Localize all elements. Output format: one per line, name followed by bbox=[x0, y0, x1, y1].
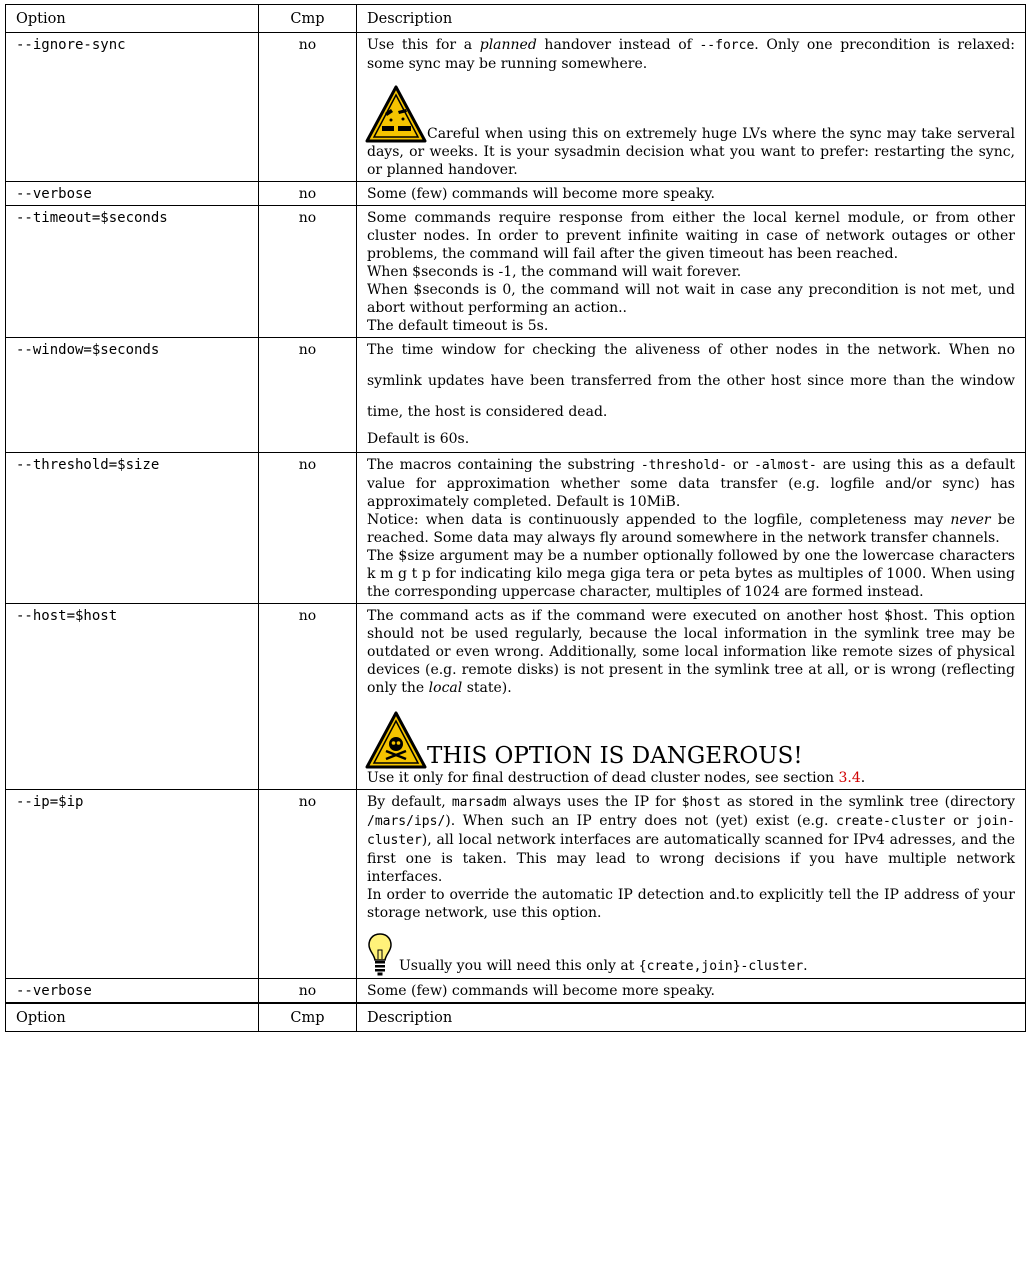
description: The time window for checking the aliveness of other nodes in the network. When no symlink updates have been transferred from the other host since more than the window time, the host is considered dead. Default is 60s. bbox=[357, 338, 1026, 453]
footer-option: Option bbox=[6, 1003, 259, 1032]
table-row bbox=[6, 979, 1026, 1004]
section-link[interactable]: 3.4 bbox=[838, 770, 861, 786]
footer-description: Description bbox=[357, 1003, 1026, 1032]
corrosive-warning-icon bbox=[365, 85, 427, 143]
hint-note: Usually you will need this only at {create,join}-cluster. bbox=[367, 926, 1015, 976]
description: Some (few) commands will become more speaky. bbox=[357, 182, 1026, 206]
description: Some (few) commands will become more speaky. bbox=[357, 979, 1026, 1004]
table-footer-row bbox=[6, 1003, 1026, 1032]
option-name: --timeout=$seconds bbox=[6, 206, 259, 338]
option-name: --verbose bbox=[6, 182, 259, 206]
table-row bbox=[6, 790, 1026, 979]
cmp-value: no bbox=[259, 206, 357, 338]
footer-cmp: Cmp bbox=[259, 1003, 357, 1032]
table-row bbox=[6, 604, 1026, 790]
options-table bbox=[5, 4, 1026, 1032]
table-row bbox=[6, 453, 1026, 604]
cmp-value: no bbox=[259, 453, 357, 604]
option-name: --threshold=$size bbox=[6, 453, 259, 604]
table-row bbox=[6, 33, 1026, 182]
skull-warning-icon bbox=[365, 711, 427, 769]
table-row bbox=[6, 338, 1026, 453]
option-name: --ip=$ip bbox=[6, 790, 259, 979]
option-name: --verbose bbox=[6, 979, 259, 1004]
header-description: Description bbox=[357, 5, 1026, 33]
cmp-value: no bbox=[259, 338, 357, 453]
lightbulb-icon bbox=[367, 932, 393, 976]
description: Some commands require response from either the local kernel module, or from other cluster nodes. In order to prevent infinite waiting in case of network outages or other problems, the command will fail after the given timeout has been reached. When $seconds is -1, the command will wait forever. When $seconds is 0, the command will not wait in case any precondition is not met, und abort without performing an action.. The default timeout is 5s. bbox=[357, 206, 1026, 338]
cmp-value: no bbox=[259, 604, 357, 790]
option-name: --host=$host bbox=[6, 604, 259, 790]
table-row bbox=[6, 206, 1026, 338]
table-row bbox=[6, 182, 1026, 206]
header-option: Option bbox=[6, 5, 259, 33]
header-cmp: Cmp bbox=[259, 5, 357, 33]
cmp-value: no bbox=[259, 979, 357, 1004]
option-name: --window=$seconds bbox=[6, 338, 259, 453]
cmp-value: no bbox=[259, 33, 357, 182]
warning-note: Careful when using this on extremely huge LVs where the sync may take serveral days, or weeks. It is your sysadmin decision what you want to prefer: restarting the sync, or planned handover. bbox=[367, 85, 1015, 179]
danger-note bbox=[367, 711, 1015, 769]
cmp-value: no bbox=[259, 790, 357, 979]
table-header-row bbox=[6, 5, 1026, 33]
description: The command acts as if the command were executed on another host $host. This option should not be used regularly, because the local information in the symlink tree may be outdated or even wrong. Additionally, some local information like remote sizes of physical devices (e.g. remote disks) is not present in the symlink tree at all, or is wrong (reflecting only the local state). THIS OPTION IS DANGEROUS! Use it only for final destruction of dead cluster nodes, see section 3.4. bbox=[357, 604, 1026, 790]
danger-heading: THIS OPTION IS DANGEROUS! bbox=[427, 743, 803, 769]
description: Use this for a planned handover instead of --force. Only one precondition is relaxed: some sync may be running somewhere. Careful when using this on extremely huge LVs where the sync may take serveral days, or weeks. It is your sysadmin decision what you want to prefer: restarting the sync, or planned handover. bbox=[357, 33, 1026, 182]
description: By default, marsadm always uses the IP for $host as stored in the symlink tree (directory /mars/ips/). When such an IP entry does not (yet) exist (e.g. create-cluster or join-cluster), all local network interfaces are automatically scanned for IPv4 adresses, and the first one is taken. This may lead to wrong decisions if you have multiple network interfaces. In order to override the automatic IP detection and.to explicitly tell the IP address of your storage network, use this option. Usually you will need this only at {create,join}-cluster. bbox=[357, 790, 1026, 979]
option-name: --ignore-sync bbox=[6, 33, 259, 182]
description: The macros containing the substring -threshold- or -almost- are using this as a default value for approximation whether some data transfer (e.g. logfile and/or sync) has approximately completed. Default is 10MiB. Notice: when data is continuously appended to the logfile, completeness may never be reached. Some data may always fly around somewhere in the network transfer channels. The $size argument may be a number optionally followed by one the lowercase characters k m g t p for indicating kilo mega giga tera or peta bytes as multiples of 1000. When using the corresponding uppercase character, multiples of 1024 are formed instead. bbox=[357, 453, 1026, 604]
cmp-value: no bbox=[259, 182, 357, 206]
